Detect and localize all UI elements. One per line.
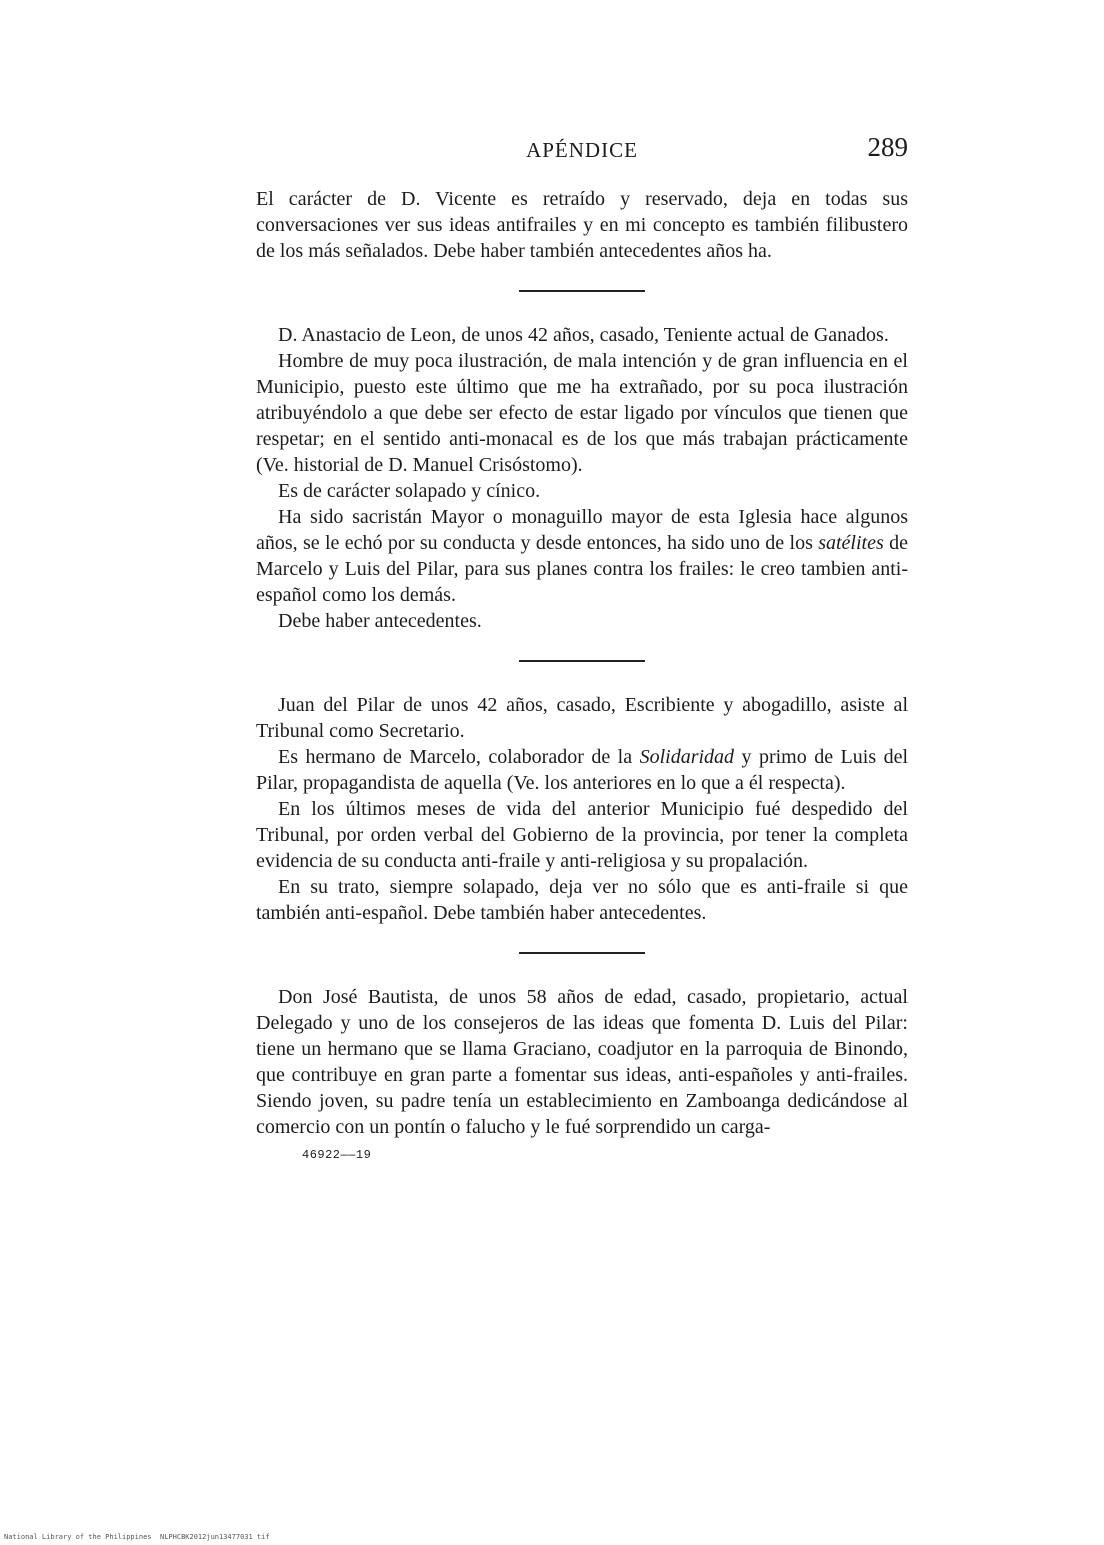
paragraph: El carácter de D. Vicente es retraído y reservado, deja en todas sus conversaciones ver sus ideas antifrailes y en mi concepto es también filibustero de los más señalados. Debe haber también antecedentes años ha.	[256, 188, 908, 262]
section-divider	[519, 290, 645, 292]
paragraph: D. Anastacio de Leon, de unos 42 años, casado, Teniente actual de Ganados.	[278, 324, 889, 346]
section-divider	[519, 952, 645, 954]
entry-juan	[256, 692, 908, 926]
section-divider	[519, 660, 645, 662]
entry-vicente	[256, 186, 908, 264]
page	[256, 132, 908, 1162]
scan-footer-library: National Library of the Philippines	[4, 1533, 152, 1541]
printer-signature: 46922——19	[302, 1148, 372, 1162]
entry-anastacio	[256, 322, 908, 634]
running-title: APÉNDICE	[526, 138, 638, 162]
emphasis: Solidaridad	[639, 746, 735, 768]
paragraph: Debe haber antecedentes.	[278, 610, 482, 632]
paragraph: Don José Bautista, de unos 58 años de edad, casado, propietario, actual Delegado y uno de los consejeros de las ideas que fomenta D. Luis del Pilar: tiene un hermano que se llama Graciano, coadjutor en la parroquia de Binondo, que contribuye en gran parte a fomentar sus ideas, anti-españoles y anti-frailes. Siendo joven, su padre tenía un establecimiento en Zamboanga dedicándose al comercio con un pontín o falucho y le fué sorprendido un carga-	[256, 986, 908, 1138]
paragraph: En su trato, siempre solapado, deja ver no sólo que es anti-fraile si que también anti-español. Debe también haber antecedentes.	[256, 876, 908, 924]
emphasis: satélites	[818, 532, 884, 554]
entry-jose	[256, 984, 908, 1140]
paragraph: En los últimos meses de vida del anterior Municipio fué despedido del Tribunal, por orden verbal del Gobierno de la provincia, por tener la completa evidencia de su conducta anti-fraile y anti-religiosa y su propalación.	[256, 798, 908, 872]
page-number: 289	[867, 132, 908, 162]
paragraph: Es de carácter solapado y cínico.	[278, 480, 541, 502]
paragraph: Hombre de muy poca ilustración, de mala intención y de gran influencia en el Municipio, puesto este último que me ha extrañado, por su poca ilustración atribuyéndolo a que debe ser efecto de estar ligado por vínculos que tienen que respetar; en el sentido anti-monacal es de los que más trabajan prácticamente (Ve. historial de D. Manuel Crisóstomo).	[256, 350, 908, 476]
running-header	[256, 132, 908, 172]
paragraph: Ha sido sacristán Mayor o monaguillo mayor de esta Iglesia hace algunos años, se le echó por su conducta y desde entonces, ha sido uno de los satélites de Marcelo y Luis del Pilar, para sus planes contra los frailes: le creo tambien anti-español como los demás.	[256, 506, 908, 606]
paragraph: Juan del Pilar de unos 42 años, casado, Escribiente y abogadillo, asiste al Tribunal como Secretario.	[256, 694, 908, 742]
scan-footer-file: NLPHCBK2012jun13477031 tif	[160, 1533, 270, 1541]
paragraph: Es hermano de Marcelo, colaborador de la Solidaridad y primo de Luis del Pilar, propagandista de aquella (Ve. los anteriores en lo que a él respecta).	[256, 746, 909, 794]
